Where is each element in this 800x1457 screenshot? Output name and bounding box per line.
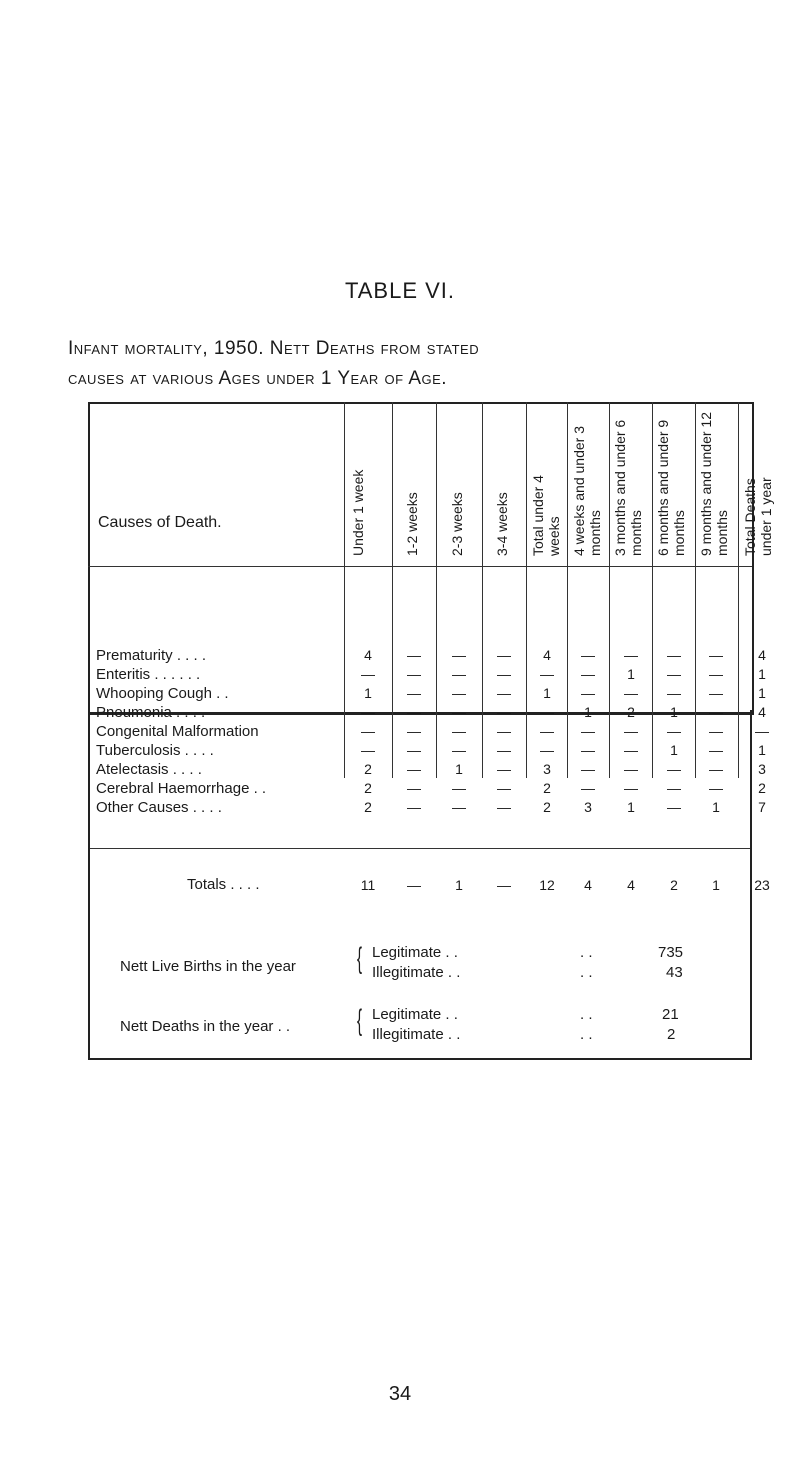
col-header-total-under-1-year: Total Deaths under 1 year (742, 477, 774, 556)
table-cell: — (452, 666, 466, 682)
deaths-illegitimate-dots: . . (580, 1026, 593, 1043)
table-cell: 2 (543, 799, 551, 815)
cause-label: Pneumonia . . . . (96, 704, 206, 721)
table-cell: 4 (543, 647, 551, 663)
table-cell: 2 (364, 799, 372, 815)
table-cell: — (624, 780, 638, 796)
table-cell: 3 (543, 761, 551, 777)
causes-header: Causes of Death. (98, 514, 222, 531)
table-cell: — (709, 780, 723, 796)
column-rule (436, 402, 437, 778)
table-cell: — (624, 685, 638, 701)
table-cell: — (497, 742, 511, 758)
births-illegitimate-value: 43 (666, 964, 683, 981)
totals-cell: 1 (455, 877, 463, 893)
births-legitimate-value: 735 (658, 944, 684, 961)
cause-label: Congenital Malformation (96, 723, 259, 740)
table-cell: 2 (364, 780, 372, 796)
table-cell: — (667, 723, 681, 739)
table-cell: — (709, 704, 723, 720)
col-header-total-under-4-weeks: Total under 4 weeks (530, 475, 562, 556)
col-header-3-to-6-months: 3 months and under 6 months (612, 419, 644, 556)
outer-left-rule (88, 710, 90, 1060)
table-cell: — (709, 723, 723, 739)
table-cell: — (407, 799, 421, 815)
table-cell: — (667, 647, 681, 663)
table-cell: — (581, 647, 595, 663)
table-cell: — (407, 704, 421, 720)
column-rule (482, 402, 483, 778)
births-illegitimate-label: Illegitimate . . (372, 964, 461, 981)
table-cell: 2 (758, 780, 766, 796)
table-cell: — (581, 723, 595, 739)
col-header-under-1-week: Under 1 week (350, 469, 366, 556)
table-cell: — (755, 723, 769, 739)
table-cell: — (452, 685, 466, 701)
table-cell: — (361, 723, 375, 739)
column-rule (567, 402, 568, 778)
cause-label: Prematurity . . . . (96, 647, 207, 664)
table-cell: 1 (670, 742, 678, 758)
table-cell: — (452, 780, 466, 796)
table-cell: — (667, 761, 681, 777)
header-rule (88, 566, 752, 567)
column-rule (526, 402, 527, 778)
table-title: TABLE VI. (344, 278, 456, 303)
table-cell: — (540, 742, 554, 758)
table-cell: — (452, 799, 466, 815)
totals-cell: 1 (712, 877, 720, 893)
table-cell: 7 (758, 799, 766, 815)
table-cell: — (407, 742, 421, 758)
table-cell: — (497, 704, 511, 720)
table-cell: — (407, 761, 421, 777)
totals-cell: 12 (539, 877, 555, 893)
totals-cell: 4 (627, 877, 635, 893)
cause-label: Atelectasis . . . . (96, 761, 202, 778)
table-cell: — (497, 761, 511, 777)
table-cell: — (709, 685, 723, 701)
col-header-9-to-12-months: 9 months and under 12 months (698, 412, 730, 556)
table-cell: — (709, 647, 723, 663)
table-cell: — (581, 761, 595, 777)
table-cell: 3 (584, 799, 592, 815)
col-header-2-3-weeks: 2-3 weeks (449, 492, 465, 556)
column-rule (392, 402, 393, 778)
deaths-illegitimate-value: 2 (667, 1026, 676, 1043)
cause-label: Tuberculosis . . . . (96, 742, 214, 759)
table-cell: 1 (455, 761, 463, 777)
column-rule (652, 402, 653, 778)
table-cell: 1 (712, 799, 720, 815)
table-cell: — (407, 666, 421, 682)
table-cell: — (497, 723, 511, 739)
table-cell: — (581, 685, 595, 701)
table-cell: — (709, 761, 723, 777)
page-number: 34 (388, 1383, 412, 1405)
table-cell: 1 (758, 685, 766, 701)
table-cell: — (407, 685, 421, 701)
table-cell: — (452, 742, 466, 758)
table-cell: — (361, 666, 375, 682)
totals-cell: — (407, 877, 421, 893)
table-cell: — (497, 799, 511, 815)
outer-right-rule (750, 710, 752, 1060)
table-cell: 1 (584, 704, 592, 720)
table-cell: 4 (758, 647, 766, 663)
births-brace: { (357, 942, 363, 975)
table-cell: 1 (627, 799, 635, 815)
deaths-legitimate-label: Legitimate . . (372, 1006, 458, 1023)
table-cell: — (581, 742, 595, 758)
column-rule (609, 402, 610, 778)
table-cell: — (709, 742, 723, 758)
table-cell: 1 (364, 685, 372, 701)
table-cell: 1 (758, 666, 766, 682)
table-cell: — (581, 666, 595, 682)
cause-label: Enteritis . . . . . . (96, 666, 201, 683)
births-legitimate-label: Legitimate . . (372, 944, 458, 961)
table-cell: — (667, 780, 681, 796)
table-cell: 2 (543, 780, 551, 796)
col-header-1-2-weeks: 1-2 weeks (404, 492, 420, 556)
table-cell: — (624, 647, 638, 663)
table-cell: — (667, 685, 681, 701)
table-cell: — (667, 799, 681, 815)
column-rule (738, 402, 739, 778)
table-cell: — (497, 685, 511, 701)
table-cell: 2 (364, 761, 372, 777)
cause-label: Other Causes . . . . (96, 799, 222, 816)
table-cell: — (407, 723, 421, 739)
col-header-3-4-weeks: 3-4 weeks (494, 492, 510, 556)
table-cell: — (667, 666, 681, 682)
totals-rule (88, 848, 752, 849)
totals-cell: 11 (360, 877, 376, 893)
table-subtitle-line1: Infant mortality, 1950. Nett Deaths from stated (68, 338, 480, 359)
totals-cell: 4 (584, 877, 592, 893)
table-cell: — (407, 780, 421, 796)
table-cell: — (624, 723, 638, 739)
col-header-6-to-9-months: 6 months and under 9 months (655, 419, 687, 556)
totals-cell: 23 (754, 877, 770, 893)
deaths-label: Nett Deaths in the year . . (120, 1018, 291, 1035)
table-cell: 1 (670, 704, 678, 720)
column-rule (344, 402, 345, 778)
col-header-4-weeks-to-3-months: 4 weeks and under 3 months (571, 426, 603, 556)
table-cell: — (497, 666, 511, 682)
cause-label: Cerebral Haemorrhage . . (96, 780, 267, 797)
deaths-brace: { (357, 1004, 363, 1037)
births-legitimate-dots: . . (580, 944, 593, 961)
table-cell: — (407, 647, 421, 663)
totals-cell: — (497, 877, 511, 893)
table-cell: — (540, 704, 554, 720)
table-cell: — (540, 723, 554, 739)
table-cell: — (452, 647, 466, 663)
table-cell: — (581, 780, 595, 796)
table-cell: — (452, 723, 466, 739)
table-cell: — (452, 704, 466, 720)
table-cell: 1 (543, 685, 551, 701)
outer-bottom-rule (88, 1058, 752, 1060)
table-cell: 2 (627, 704, 635, 720)
table-cell: 3 (758, 761, 766, 777)
deaths-legitimate-dots: . . (580, 1006, 593, 1023)
cause-label: Whooping Cough . . (96, 685, 229, 702)
table-cell: 4 (758, 704, 766, 720)
table-cell: — (624, 742, 638, 758)
table-cell: — (497, 780, 511, 796)
table-cell: — (497, 647, 511, 663)
table-subtitle-line2: causes at various Ages under 1 Year of Age. (68, 368, 448, 389)
table-cell: — (540, 666, 554, 682)
totals-cell: 2 (670, 877, 678, 893)
table-cell: 4 (364, 647, 372, 663)
deaths-legitimate-value: 21 (662, 1006, 679, 1023)
births-illegitimate-dots: . . (580, 964, 593, 981)
totals-label: Totals . . . . (187, 876, 260, 893)
column-rule (695, 402, 696, 778)
deaths-illegitimate-label: Illegitimate . . (372, 1026, 461, 1043)
table-cell: 1 (758, 742, 766, 758)
table-cell: 1 (627, 666, 635, 682)
table-cell: — (709, 666, 723, 682)
table-cell: — (361, 742, 375, 758)
births-label: Nett Live Births in the year (120, 958, 296, 975)
table-cell: — (624, 761, 638, 777)
table-cell: — (361, 704, 375, 720)
